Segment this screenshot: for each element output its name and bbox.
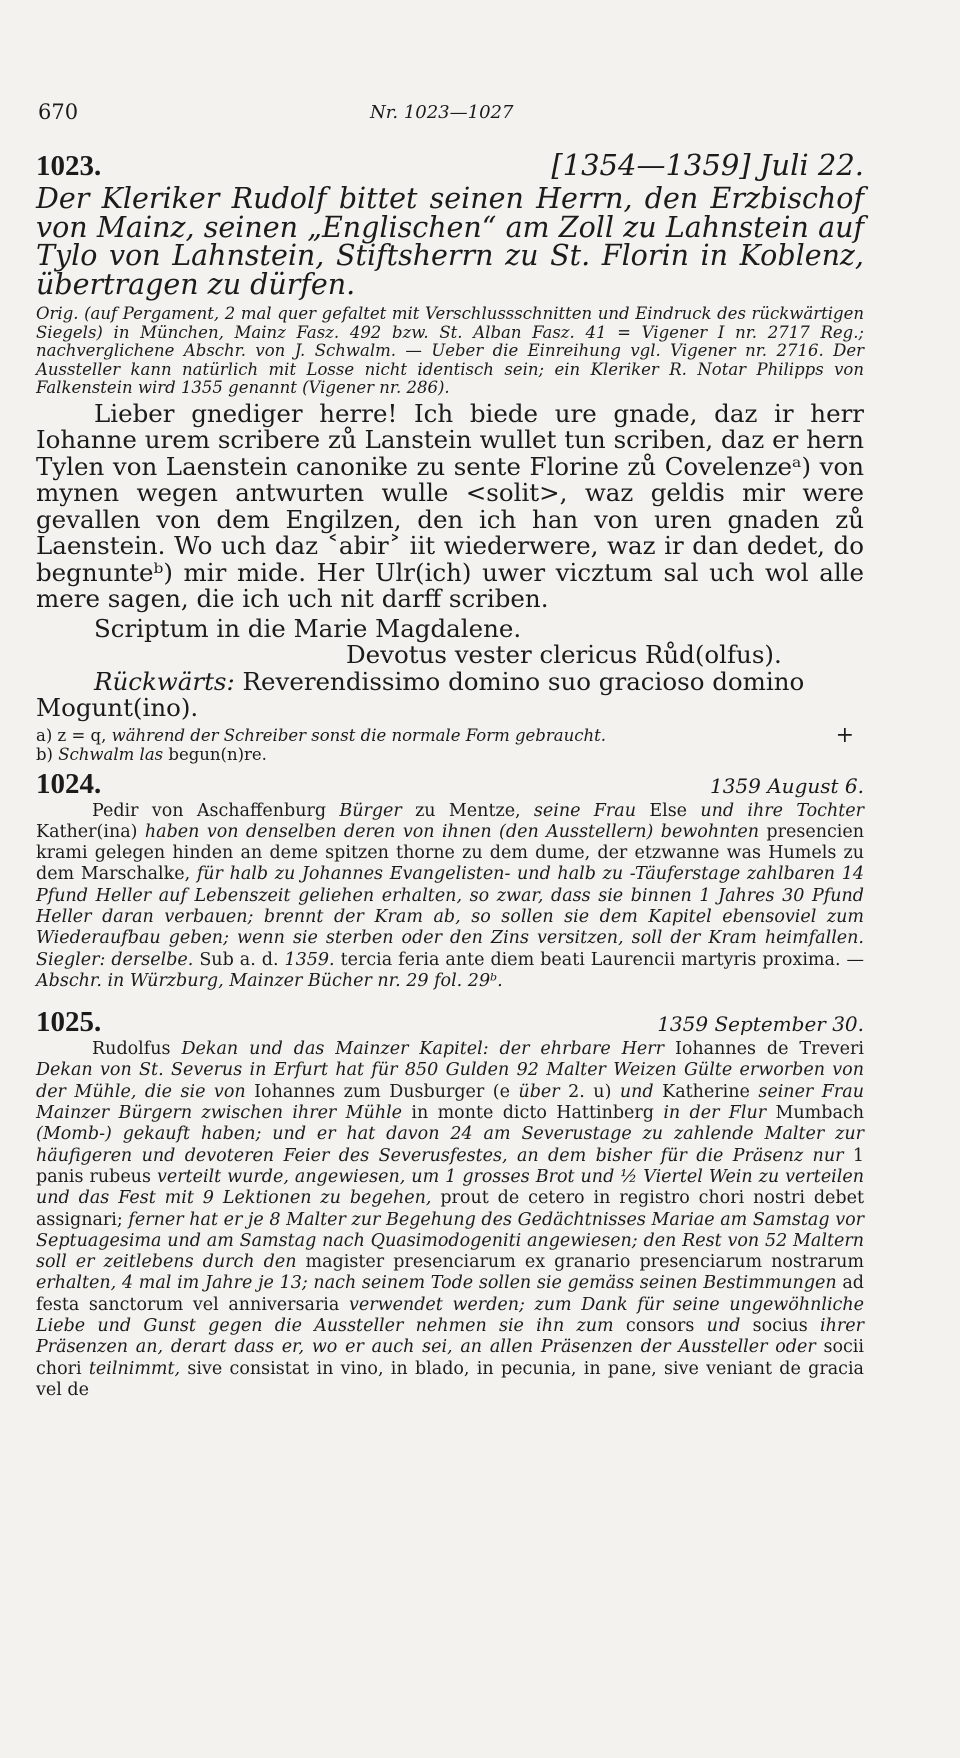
footnotes [36,722,864,764]
italic-run: verteilt wurde, angewiesen, um 1 grosses Brot und ½ Viertel Wein zu verteilen und das Fest mit 9 Lektionen zu begehen, [36,1166,864,1209]
roman-run: Katherine [653,1081,759,1102]
roman-run: Mumbach [766,1103,864,1124]
footnote-a-content [36,726,606,745]
italic-run: Abschr. in Würzburg, Mainzer Bücher nr. 29 fol. 29ᵇ. [36,970,503,991]
footnote-a [36,722,864,748]
roman-run: sive consistat in vino, in blado, in pecunia, in pane, sive veniant de gracia vel de [36,1358,864,1400]
entry-date: 1359 September 30. [657,1012,864,1037]
italic-run: haben von denselben deren von ihnen (den Ausstellern) bewohnten [144,821,760,842]
roman-run: Kather(ina) [36,821,145,842]
roman-run: consors [613,1316,707,1337]
roman-run: in monte dicto Hattinberg [402,1103,664,1124]
italic-run: 1359. [284,949,335,970]
roman-run: socius [740,1316,821,1337]
italic-run: Bürger [339,800,402,821]
letter-closing: Devotus vester clericus Růd(olfus). [346,640,782,669]
italic-run: für halb zu Johannes Evangelisten- und halb zu -Täuferstage zahlbaren 14 Pfund Heller auf Lebenszeit geliehen erhalten, so zwar, dass sie binnen 1 Jahres 30 Pfund Heller daran verbauen; brennt der Kram ab, so sollen sie dem Kapitel ebensoviel zum Wiederaufbau geben; wenn sie sterben oder den Zins versitzen, soll der Kram heimfallen. Siegler: derselbe. [36,864,864,970]
footnote-a-marker: a) z = q, [36,725,107,745]
italic-run: verwendet werden; zum Dank für seine ungewöhnliche Liebe und Gunst gegen die Aussteller nehmen sie ihn zum [36,1294,864,1337]
italic-run: und ihre Tochter [700,800,864,821]
footnote-a-mark: + [835,722,854,748]
source-note: Orig. (auf Pergament, 2 mal quer gefaltet mit Verschlussschnitten und Eindruck des rückwärtigen Siegels) in München, Mainz Fasz. 492 bzw. St. Alban Fasz. 41 = Vigener I nr. 2717 Reg.; nachverglichene Abschr. von J. Schwalm. — Ueber die Einreihung vgl. Vigener nr. 2716. Der Aussteller kann natürlich mit Losse nicht identisch sein; ein Kleriker R. Notar Philipps von Falkenstein wird 1355 genannt (Vigener nr. 286). [36,304,864,397]
entry-body [36,1039,864,1401]
roman-run: 2. u) [559,1081,620,1102]
letter-dating: Scriptum in die Marie Magdalene. [94,613,522,643]
dorsal-address [36,666,864,722]
entry-number: 1024. [36,767,102,800]
entry-heading [36,148,864,183]
italic-run: und [619,1081,654,1102]
italic-run: seiner Frau Mainzer Bürgern zwischen ihrer Mühle [36,1081,865,1124]
dorsal-label: Rückwärts: [94,666,235,696]
roman-run: ad festa sanctorum vel anniversaria [36,1273,865,1315]
italic-run: erhalten, 4 mal im Jahre je 13; nach seinem Tode sollen sie gemäss seinen Bestimmungen [36,1273,837,1294]
roman-run: Rudolfus [92,1039,182,1060]
footnote-b-italic: Schwalm las [53,744,164,764]
roman-run: presencien krami gelegen hinden an deme spitzen thorne zu dem dume, der etzwanne was Humels zu dem Marschalke, [36,821,864,885]
italic-run: in der Flur [663,1103,767,1124]
dorsal-text: Reverendissimo domino suo gracioso domino Mogunt(ino). [36,666,805,722]
roman-run: Else [636,800,701,821]
letter-text: Lieber gnediger herre! Ich biede ure gnade, daz ir herr Iohanne urem scribere zů Lanstein wullet tun scriben, daz er hern Tylen von Laenstein canonike zu sente Florine zů Covelenzeᵃ) von mynen wegen antwurten wulle <solit>, waz geldis mir were gevallen von dem Engilzen, den ich han von uren gnaden zů Laenstein. Wo uch daz ˂abir˃ iit wiederwere, waz ir dan dedet, do begnunteᵇ) mir mide. Her Ulr(ich) uwer vicztum sal uch wol alle mere sagen, die ich uch nit darff scriben. [36,398,864,613]
entry-1023 [36,148,864,764]
page-number: 670 [38,100,79,124]
entry-date: [1354—1359] Juli 22. [551,148,864,182]
roman-run: Sub a. d. [193,949,285,970]
entry-body [36,801,864,993]
entry-number: 1023. [36,150,102,182]
roman-run: Pedir von Aschaffenburg [92,800,340,821]
roman-run: Iohannes zum Dusburger (e [245,1081,519,1102]
roman-run: prout de cetero in registro chori nostri debet assignari; [36,1188,864,1230]
entry-1024 [36,768,864,993]
footnote-b [36,745,864,764]
italic-run: teilnimmt, [88,1358,181,1379]
italic-run: ferner hat er je 8 Malter zur Begehung des Gedächtnisses Mariae am Samstag vor Septuagesima und am Samstag nach Quasimodogeniti angewiesen; den Rest von 52 Maltern soll er zeitlebens durch den [36,1209,864,1273]
entry-heading [36,1006,864,1039]
footnote-a-text: während der Schreiber sonst die normale Form gebraucht. [106,725,606,745]
roman-run: zu Mentze, [401,800,534,821]
entry-number: 1025. [36,1006,102,1039]
roman-run: 1 panis rubeus [36,1145,864,1187]
footnote-b-marker: b) [36,744,53,764]
italic-run: seine Frau [533,800,637,821]
roman-run: tercia feria ante diem beati Laurencii martyris proxima. — [334,949,864,970]
running-head: Nr. 1023—1027 [370,102,514,123]
roman-run: socii chori [36,1337,864,1379]
italic-run: Dekan von St. Severus in Erfurt hat für 850 Gulden 92 Malter Weizen Gülte erworben von der Mühle, die sie von [36,1060,864,1102]
entry-summary: Der Kleriker Rudolf bittet seinen Herrn, den Erzbischof von Mainz, seinen „Englischen“ am Zoll zu Lahnstein auf Tylo von Lahnstein, Stiftsherrn zu St. Florin in Koblenz, übertragen zu dürfen. [36,182,864,301]
roman-run: Iohannes de Treveri [664,1039,865,1060]
page-content [36,148,864,1401]
italic-run: über [518,1081,560,1102]
entry-date: 1359 August 6. [709,773,864,798]
page-header [38,100,860,130]
italic-run: ihrer Präsenzen an, derart dass er, wo er auch sei, an allen Präsenzen der Aussteller oder [36,1316,864,1358]
roman-run: magister presenciarum ex granario presenciarum nostrarum [296,1252,864,1273]
italic-run: (Momb-) gekauft haben; und er hat davon 24 am Severustage zu zahlende Malter zur häufigeren und devoteren Feier des Severusfestes, an dem bisher für die Präsenz nur [36,1124,864,1166]
entry-heading [36,768,864,801]
footnote-b-text: begun(n)re. [163,744,267,764]
italic-run: Dekan und das Mainzer Kapitel: der ehrbare Herr [181,1039,665,1060]
entry-1025 [36,1006,864,1401]
italic-run: und [706,1316,741,1337]
